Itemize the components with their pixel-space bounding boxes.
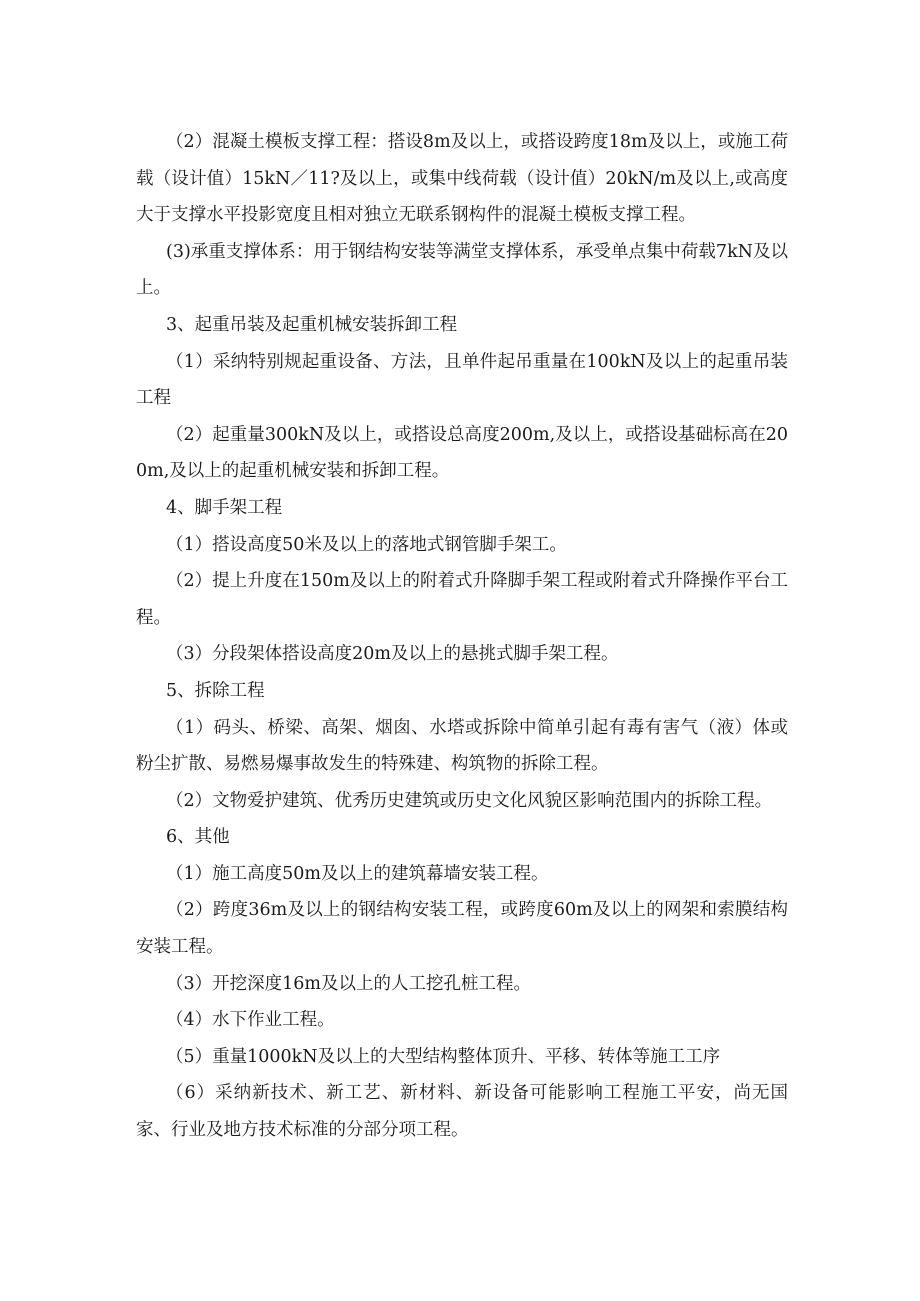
paragraph-formwork-support: （2）混凝土模板支撑工程：搭设8m及以上，或搭设跨度18m及以上，或施工荷载（设计值）15kN／11?及以上，或集中线荷载（设计值）20kN/m及以上,或高度大于支撑水平投影宽度且相对独立无联系钢构件的混凝土模板支撑工程。 xyxy=(136,132,788,226)
paragraph-other-item-3: （3）开挖深度16m及以上的人工挖孔桩工程。 xyxy=(166,973,531,994)
paragraph-lifting-item-1: （1）采纳特别规起重设备、方法，且单件起吊重量在100kN及以上的起重吊装工程 xyxy=(136,351,788,409)
paragraph-demolition-item-1: （1）码头、桥梁、高架、烟囱、水塔或拆除中简单引起有毒有害气（液）体或粉尘扩散、易燃易爆事故发生的特殊建、构筑物的拆除工程。 xyxy=(136,717,788,775)
paragraph-load-bearing-system: (3)承重支撑体系：用于钢结构安装等满堂支撑体系，承受单点集中荷载7kN及以上。 xyxy=(136,241,788,299)
heading-demolition: 5、拆除工程 xyxy=(166,680,265,701)
paragraph-other-item-4: （4）水下作业工程。 xyxy=(166,1010,335,1031)
paragraph-other-item-5: （5）重量1000kN及以上的大型结构整体顶升、平移、转体等施工工序 xyxy=(166,1046,721,1067)
paragraph-other-item-1: （1）施工高度50m及以上的建筑幕墙安装工程。 xyxy=(166,863,549,884)
heading-scaffolding: 4、脚手架工程 xyxy=(166,497,283,518)
paragraph-other-item-2: （2）跨度36m及以上的钢结构安装工程，或跨度60m及以上的网架和索膜结构安装工程。 xyxy=(136,900,788,958)
heading-other: 6、其他 xyxy=(166,827,230,848)
paragraph-lifting-item-2: （2）起重量300kN及以上，或搭设总高度200m,及以上，或搭设基础标高在200m,及以上的起重机械安装和拆卸工程。 xyxy=(136,424,788,482)
paragraph-scaffolding-item-2: （2）提上升度在150m及以上的附着式升降脚手架工程或附着式升降操作平台工程。 xyxy=(136,571,788,628)
heading-lifting-works: 3、起重吊装及起重机械安装拆卸工程 xyxy=(166,314,458,335)
paragraph-other-item-6: （6）采纳新技术、新工艺、新材料、新设备可能影响工程施工平安，尚无国家、行业及地方技术标准的分部分项工程。 xyxy=(136,1083,788,1141)
paragraph-scaffolding-item-1: （1）搭设高度50米及以上的落地式钢管脚手架工。 xyxy=(166,534,567,555)
paragraph-scaffolding-item-3: （3）分段架体搭设高度20m及以上的悬挑式脚手架工程。 xyxy=(166,644,619,665)
document-body xyxy=(136,124,788,1149)
paragraph-demolition-item-2: （2）文物爱护建筑、优秀历史建筑或历史文化风貌区影响范围内的拆除工程。 xyxy=(166,790,773,811)
